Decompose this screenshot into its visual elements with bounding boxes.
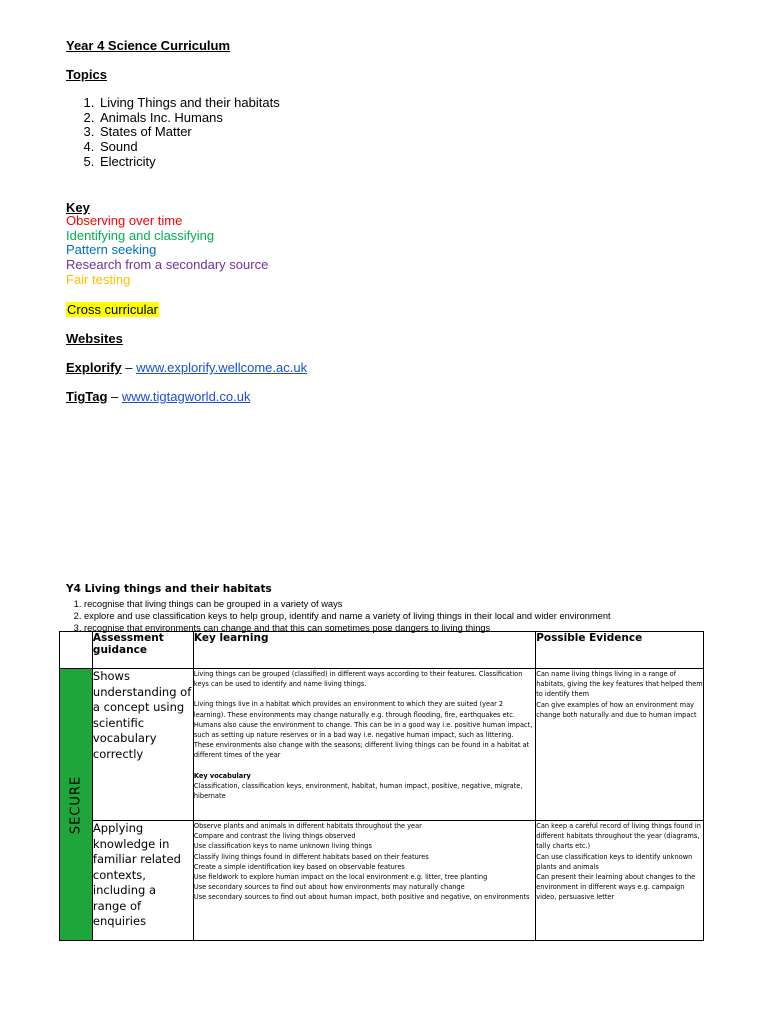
explorify-link[interactable]: www.explorify.wellcome.ac.uk bbox=[136, 360, 308, 375]
table-row bbox=[60, 669, 704, 821]
key-identifying: Identifying and classifying bbox=[66, 227, 215, 243]
key-observing: Observing over time bbox=[66, 213, 183, 228]
website-name: Explorify bbox=[66, 360, 122, 375]
topic-item: 1. Living Things and their habitats bbox=[98, 96, 280, 111]
website-name: TigTag bbox=[66, 389, 108, 404]
objective-item: 2. explore and use classification keys to help group, identify and name a variety of living things in their local and wider environment bbox=[84, 610, 734, 622]
website-separator: – bbox=[107, 389, 122, 404]
secure-label: SECURE bbox=[68, 775, 84, 834]
topics-heading: Topics bbox=[66, 67, 107, 82]
header-key-learning: Key learning bbox=[193, 632, 535, 669]
key-legend bbox=[66, 214, 268, 288]
header-blank bbox=[60, 632, 93, 669]
key-learning-line: Use secondary sources to find out about how environments may naturally change bbox=[193, 883, 465, 892]
key-learning-line: Observe plants and animals in different habitats throughout the year bbox=[193, 822, 422, 830]
header-guidance: Assessment guidance bbox=[92, 632, 193, 669]
topic-item: 4. Sound bbox=[98, 140, 280, 155]
evidence-item: Can give examples of how an environment may change both naturally and due to human impact bbox=[536, 700, 697, 719]
section-title: Y4 Living things and their habitats bbox=[66, 583, 272, 595]
evidence-item: Can present their learning about changes to the environment in different ways e.g. campaign video, persuasive letter bbox=[536, 873, 696, 902]
topics-list bbox=[66, 96, 280, 170]
key-fair-testing: Fair testing bbox=[66, 271, 131, 287]
topic-item: 5. Electricity bbox=[98, 155, 280, 170]
vocabulary-list: Classification, classification keys, environment, habitat, human impact, positive, negative, migrate, hibernate bbox=[193, 781, 523, 801]
key-research: Research from a secondary source bbox=[66, 257, 269, 273]
objectives-list bbox=[66, 598, 734, 634]
key-pattern: Pattern seeking bbox=[66, 242, 157, 258]
table-header-row bbox=[60, 632, 704, 669]
cross-curricular-label: Cross curricular bbox=[67, 302, 159, 317]
page-title: Year 4 Science Curriculum bbox=[66, 38, 231, 53]
guidance-cell: Applying knowledge in familiar related contexts, including a range of enquiries bbox=[92, 821, 193, 941]
objective-item: 3. recognise that environments can change and that this can sometimes pose dangers to living things bbox=[84, 622, 734, 634]
evidence-cell bbox=[536, 669, 704, 821]
key-learning-line: Use fieldwork to explore human impact on the local environment e.g. litter, tree planting bbox=[193, 873, 488, 882]
topic-item: 2. Animals Inc. Humans bbox=[98, 111, 280, 126]
tigtag-link[interactable]: www.tigtagworld.co.uk bbox=[121, 389, 251, 404]
vocabulary-heading: Key vocabulary bbox=[193, 771, 251, 780]
evidence-cell bbox=[536, 821, 704, 941]
key-heading: Key bbox=[66, 200, 90, 215]
website-tigtag bbox=[66, 389, 251, 404]
key-learning-paragraph: Living things live in a habitat which provides an environment to which they are suited (year 2 learning). These environments may change naturally e.g. through flooding, fire, earthquakes etc. Humans also cause the environment to change. This can be in a good way i.e. positive human impact, such as setting up nature reserves or in a bad way i.e. negative human impact, such as littering. These environments also change with the seasons; different living things can be found in a habitat at different times of the year bbox=[193, 700, 533, 760]
website-explorify bbox=[66, 360, 307, 375]
key-learning-paragraph: Living things can be grouped (classified) in different ways according to their features. Classification keys can be used to identify and name living things. bbox=[193, 670, 523, 689]
guidance-cell: Shows understanding of a concept using scientific vocabulary correctly bbox=[92, 669, 193, 821]
key-learning-line: Create a simple identification key based on observable features bbox=[193, 862, 405, 871]
key-learning-line: Use secondary sources to find out about human impact, both positive and negative, on environments bbox=[193, 893, 530, 902]
table-row bbox=[60, 821, 704, 941]
header-evidence: Possible Evidence bbox=[536, 632, 704, 669]
key-learning-line: Classify living things found in different habitats based on their features bbox=[193, 852, 429, 861]
evidence-item: Can name living things living in a range of habitats, giving the key features that helped them to identify them bbox=[536, 670, 703, 699]
key-learning-cell bbox=[193, 821, 535, 941]
website-separator: – bbox=[121, 360, 137, 375]
objective-item: 1. recognise that living things can be grouped in a variety of ways bbox=[84, 598, 734, 610]
key-learning-line: Compare and contrast the living things observed bbox=[193, 832, 356, 841]
evidence-item: Can use classification keys to identify unknown plants and animals bbox=[536, 852, 693, 871]
key-learning-cell bbox=[193, 669, 535, 821]
key-learning-line: Use classification keys to name unknown living things bbox=[193, 842, 372, 851]
topic-item: 3. States of Matter bbox=[98, 125, 280, 140]
assessment-table bbox=[59, 631, 704, 941]
evidence-item: Can keep a careful record of living things found in different habitats throughout the year (diagrams, tally charts etc.) bbox=[536, 822, 701, 851]
secure-band bbox=[60, 669, 93, 941]
websites-heading: Websites bbox=[66, 331, 123, 346]
